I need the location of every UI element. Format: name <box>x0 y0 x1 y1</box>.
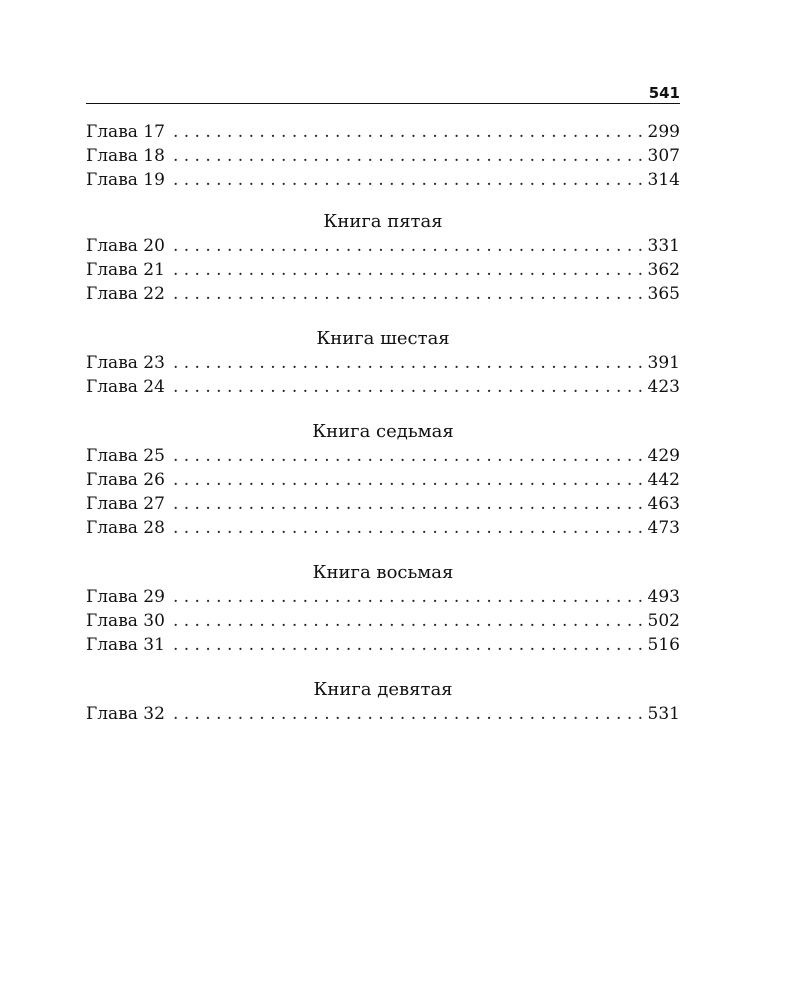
toc-entry[interactable] <box>86 258 680 282</box>
book-section-9 <box>86 678 680 726</box>
entry-title: Глава 24 <box>86 377 165 397</box>
entry-page: 299 <box>647 122 680 142</box>
book-section-5 <box>86 210 680 306</box>
dot-leader <box>173 168 645 192</box>
entry-page: 423 <box>647 377 680 397</box>
entry-title: Глава 18 <box>86 146 165 166</box>
book-title: Книга пятая <box>323 211 443 232</box>
entry-page: 531 <box>647 704 680 724</box>
entry-page: 473 <box>647 518 680 538</box>
dot-leader <box>173 144 645 168</box>
dot-leader <box>173 516 645 540</box>
entry-page: 429 <box>647 446 680 466</box>
entry-page: 516 <box>647 635 680 655</box>
table-of-contents <box>86 120 680 726</box>
dot-leader <box>173 492 645 516</box>
entry-title: Глава 31 <box>86 635 165 655</box>
entry-title: Глава 30 <box>86 611 165 631</box>
entry-title: Глава 25 <box>86 446 165 466</box>
entry-page: 314 <box>647 170 680 190</box>
toc-entry[interactable] <box>86 468 680 492</box>
toc-entry[interactable] <box>86 351 680 375</box>
entry-page: 307 <box>647 146 680 166</box>
toc-entry[interactable] <box>86 516 680 540</box>
page-number: 541 <box>648 84 680 102</box>
toc-entry[interactable] <box>86 375 680 399</box>
dot-leader <box>173 585 645 609</box>
toc-entry[interactable] <box>86 444 680 468</box>
dot-leader <box>173 633 645 657</box>
entry-page: 463 <box>647 494 680 514</box>
book-section-7 <box>86 420 680 540</box>
continued-entries <box>86 120 680 192</box>
dot-leader <box>173 444 645 468</box>
toc-entry[interactable] <box>86 120 680 144</box>
dot-leader <box>173 468 645 492</box>
dot-leader <box>173 375 645 399</box>
dot-leader <box>173 702 645 726</box>
entry-page: 502 <box>647 611 680 631</box>
entry-page: 362 <box>647 260 680 280</box>
dot-leader <box>173 234 645 258</box>
book-title: Книга восьмая <box>312 562 454 583</box>
toc-entry[interactable] <box>86 282 680 306</box>
entry-title: Глава 20 <box>86 236 165 256</box>
entry-page: 331 <box>647 236 680 256</box>
book-title: Книга шестая <box>316 328 450 349</box>
entry-title: Глава 32 <box>86 704 165 724</box>
entry-title: Глава 27 <box>86 494 165 514</box>
entry-title: Глава 19 <box>86 170 165 190</box>
entry-page: 493 <box>647 587 680 607</box>
toc-entry[interactable] <box>86 492 680 516</box>
dot-leader <box>173 258 645 282</box>
entry-title: Глава 23 <box>86 353 165 373</box>
book-section-6 <box>86 327 680 399</box>
entry-title: Глава 28 <box>86 518 165 538</box>
entry-title: Глава 21 <box>86 260 165 280</box>
dot-leader <box>173 120 645 144</box>
toc-entry[interactable] <box>86 144 680 168</box>
book-title: Книга девятая <box>313 679 453 700</box>
book-title: Книга седьмая <box>312 421 454 442</box>
entry-title: Глава 26 <box>86 470 165 490</box>
header-rule <box>86 103 680 104</box>
dot-leader <box>173 282 645 306</box>
toc-entry[interactable] <box>86 234 680 258</box>
toc-entry[interactable] <box>86 633 680 657</box>
entry-title: Глава 22 <box>86 284 165 304</box>
toc-entry[interactable] <box>86 168 680 192</box>
dot-leader <box>173 609 645 633</box>
toc-entry[interactable] <box>86 702 680 726</box>
toc-entry[interactable] <box>86 585 680 609</box>
entry-page: 391 <box>647 353 680 373</box>
entry-title: Глава 17 <box>86 122 165 142</box>
book-section-8 <box>86 561 680 657</box>
dot-leader <box>173 351 645 375</box>
entry-page: 365 <box>647 284 680 304</box>
entry-page: 442 <box>647 470 680 490</box>
entry-title: Глава 29 <box>86 587 165 607</box>
toc-entry[interactable] <box>86 609 680 633</box>
